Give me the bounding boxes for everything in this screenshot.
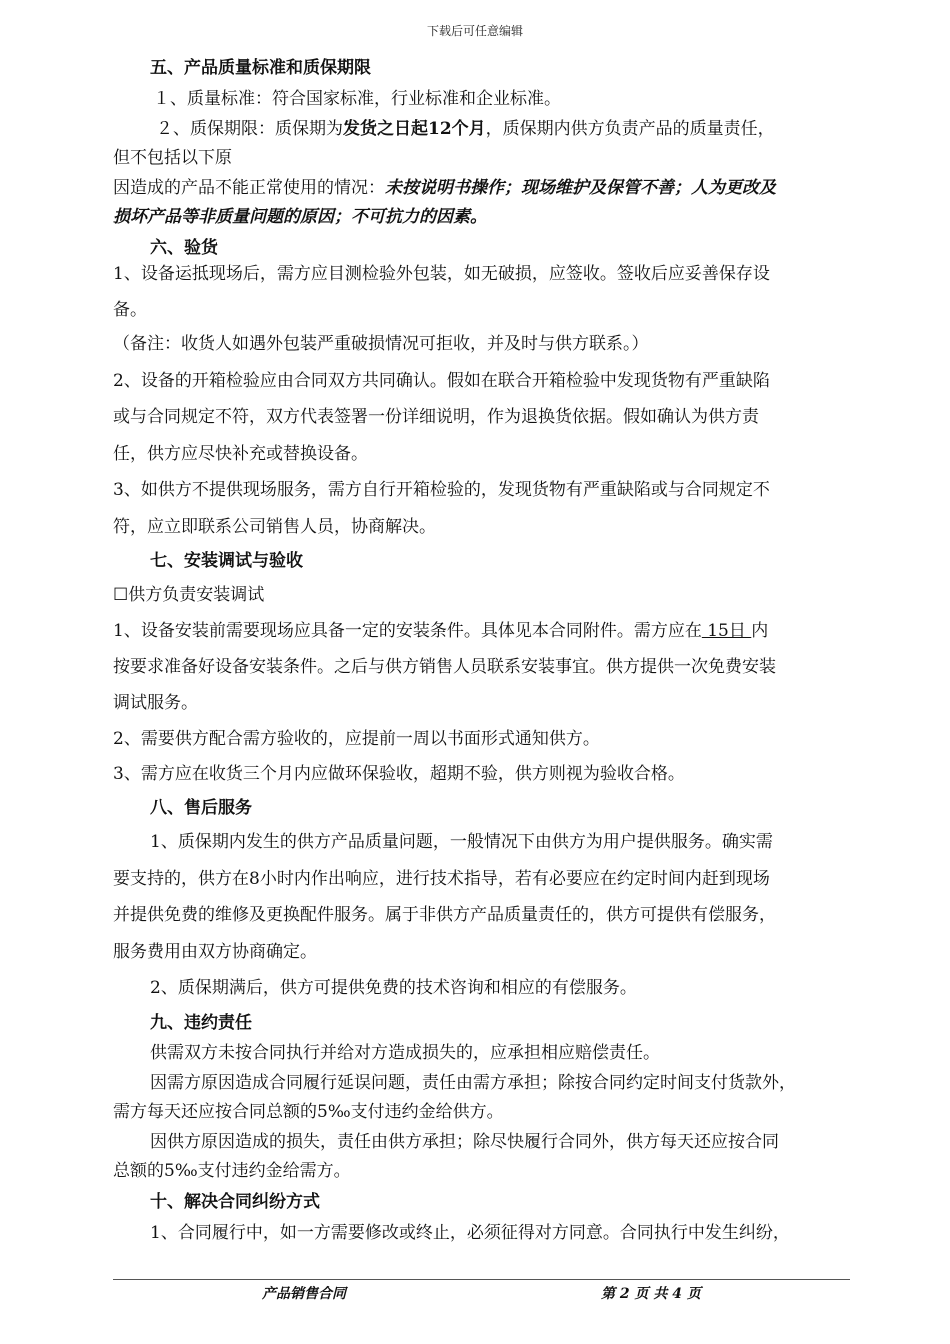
- text-line: 2、质保期满后，供方可提供免费的技术咨询和相应的有偿服务。: [150, 978, 637, 998]
- text-line: 并提供免费的维修及更换配件服务。属于非供方产品质量责任的，供方可提供有偿服务，: [113, 905, 776, 925]
- text-line: 需方每天还应按合同总额的5‰支付违约金给供方。: [113, 1102, 504, 1122]
- section-heading: 十、解决合同纠纷方式: [150, 1192, 320, 1212]
- text-run: 内: [751, 621, 769, 641]
- text-line: 调试服务。: [113, 693, 198, 713]
- section-heading: 九、违约责任: [150, 1013, 252, 1033]
- emphasized-text: 15日: [701, 621, 752, 641]
- emphasized-text: 未按说明书操作；现场维护及保管不善；人为更改及: [385, 178, 776, 198]
- text-line: 因需方原因造成合同履行延误问题，责任由需方承担；除按合同约定时间支付货款外，: [150, 1073, 796, 1093]
- text-line: 3、如供方不提供现场服务，需方自行开箱检验的，发现货物有严重缺陷或与合同规定不: [113, 480, 770, 500]
- text-line: 2、需要供方配合需方验收的，应提前一周以书面形式通知供方。: [113, 729, 600, 749]
- text-line: 按要求准备好设备安装条件。之后与供方销售人员联系安装事宜。供方提供一次免费安装: [113, 657, 776, 677]
- text-line: 任，供方应尽快补充或替换设备。: [113, 444, 368, 464]
- section-heading: 七、安装调试与验收: [150, 551, 303, 571]
- text-run: ２、质保期限：质保期为: [156, 119, 343, 139]
- footer-page-number: 第 2 页 共 4 页: [601, 1286, 701, 1302]
- text-line: 供需双方未按合同执行并给对方造成损失的，应承担相应赔偿责任。: [150, 1043, 660, 1063]
- text-line: １、质量标准：符合国家标准，行业标准和企业标准。: [153, 89, 561, 109]
- section-heading: 五、产品质量标准和质保期限: [150, 58, 371, 78]
- text-run: 因造成的产品不能正常使用的情况：: [113, 178, 385, 198]
- text-line: [113, 620, 768, 642]
- text-line: 要支持的，供方在8小时内作出响应，进行技术指导，若有必要应在约定时间内赶到现场: [113, 869, 770, 889]
- text-line: [113, 177, 776, 199]
- section-heading: 八、售后服务: [150, 798, 252, 818]
- emphasized-text: 发货之日起12个月: [343, 119, 486, 139]
- text-line: ☐供方负责安装调试: [113, 585, 265, 605]
- footer-title: 产品销售合同: [262, 1286, 346, 1302]
- section-heading: 六、验货: [150, 238, 218, 258]
- text-line: 备。: [113, 300, 147, 320]
- text-line: 1、合同履行中，如一方需要修改或终止，必须征得对方同意。合同执行中发生纠纷，: [150, 1223, 790, 1243]
- text-line: 符，应立即联系公司销售人员，协商解决。: [113, 517, 436, 537]
- text-line: 总额的5‰支付违约金给需方。: [113, 1161, 351, 1181]
- page-header: 下载后可任意编辑: [426, 24, 523, 38]
- text-line: [156, 118, 775, 140]
- text-line: 3、需方应在收货三个月内应做环保验收，超期不验，供方则视为验收合格。: [113, 764, 685, 784]
- text-line: 因供方原因造成的损失，责任由供方承担；除尽快履行合同外，供方每天还应按合同: [150, 1132, 779, 1152]
- emphasized-text: 损坏产品等非质量问题的原因；不可抗力的因素。: [113, 207, 487, 227]
- text-run: ，质保期内供方负责产品的质量责任，: [485, 119, 775, 139]
- text-line: 服务费用由双方协商确定。: [113, 942, 317, 962]
- text-line: 或与合同规定不符，双方代表签署一份详细说明，作为退换货依据。假如确认为供方责: [113, 407, 759, 427]
- text-line: [113, 206, 487, 228]
- text-line: 但不包括以下原: [113, 148, 232, 168]
- footer-divider: [113, 1279, 850, 1280]
- text-line: 1、质保期内发生的供方产品质量问题，一般情况下由供方为用户提供服务。确实需: [150, 832, 773, 852]
- text-run: 1、设备安装前需要现场应具备一定的安装条件。具体见本合同附件。需方应在: [113, 621, 702, 641]
- text-line: 2、设备的开箱检验应由合同双方共同确认。假如在联合开箱检验中发现货物有严重缺陷: [113, 371, 770, 391]
- text-line: （备注：收货人如遇外包装严重破损情况可拒收，并及时与供方联系。）: [113, 334, 649, 354]
- text-line: 1、设备运抵现场后，需方应目测检验外包装，如无破损，应签收。签收后应妥善保存设: [113, 264, 770, 284]
